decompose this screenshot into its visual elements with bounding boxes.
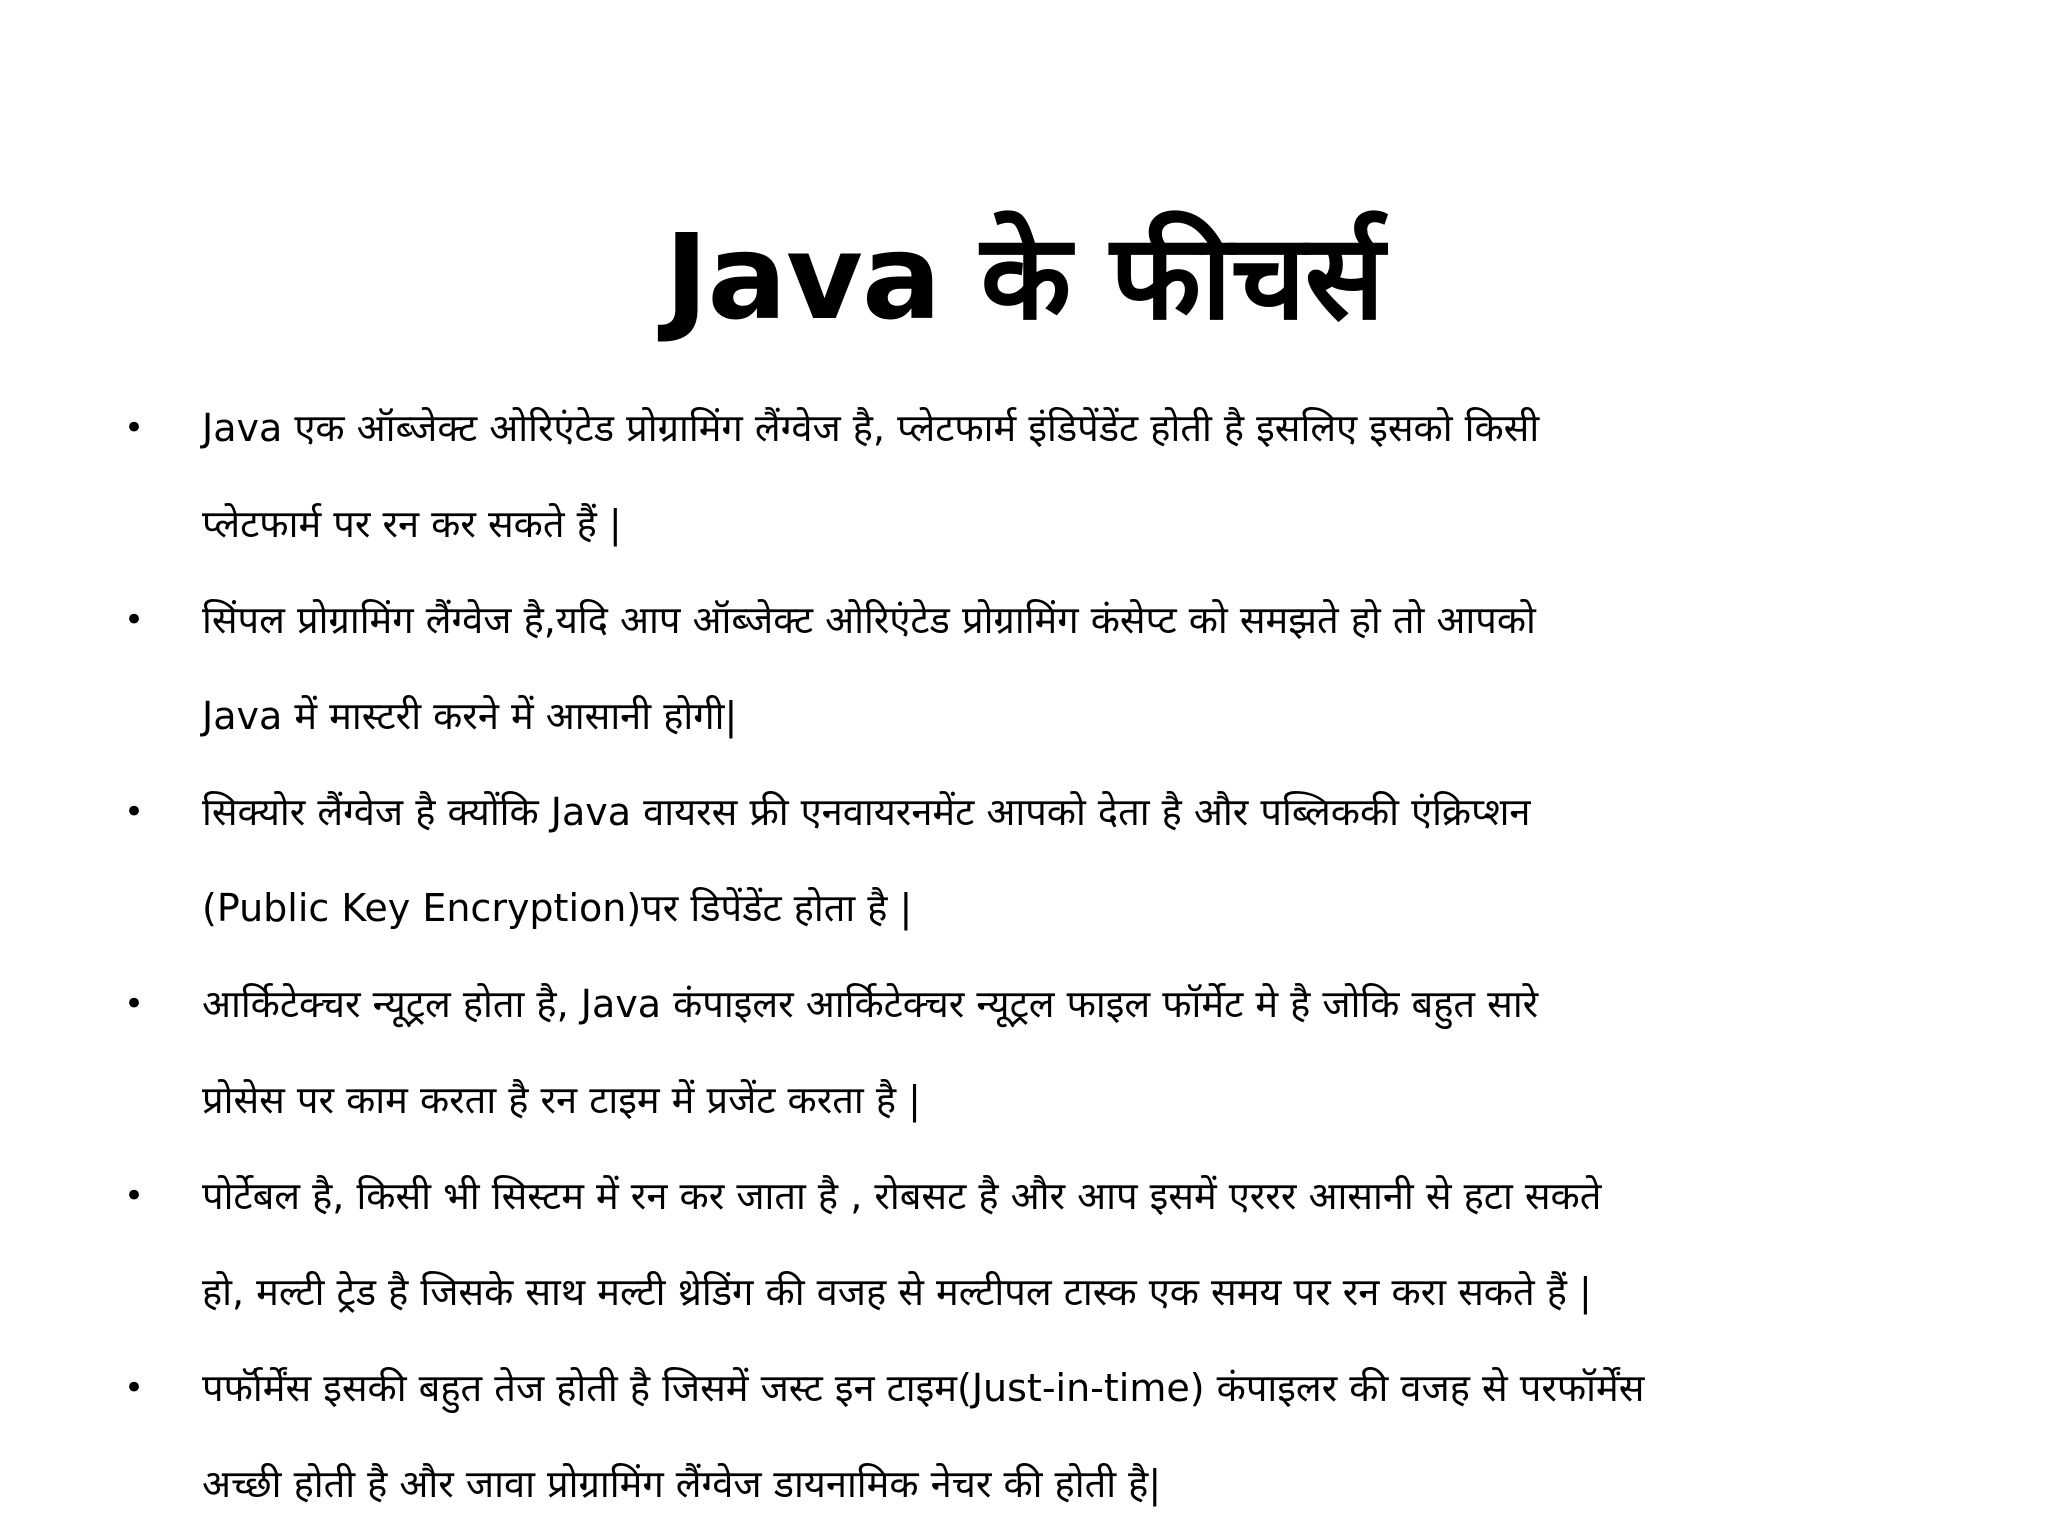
- feature-list: [118, 380, 1988, 1532]
- bullet-icon: •: [124, 1368, 145, 1408]
- list-item-text-line-1: पर्फॉर्मेंस इसकी बहुत तेज होती है जिसमें जस्ट इन टाइम(Just-in-time) कंपाइलर की वजह से परफॉर्मेंस: [202, 1366, 1645, 1410]
- bullet-icon: •: [124, 792, 145, 832]
- list-item: [118, 956, 1988, 1148]
- bullet-icon: •: [124, 600, 145, 640]
- bullet-icon: •: [124, 1176, 145, 1216]
- list-item: [118, 1148, 1988, 1340]
- list-item: [118, 572, 1988, 764]
- list-item-text-line-2: Java में मास्टरी करने में आसानी होगी|: [202, 694, 738, 738]
- list-item: [118, 1340, 1988, 1532]
- list-item-text-line-2: हो, मल्टी ट्रेड है जिसके साथ मल्टी थ्रेडिंग की वजह से मल्टीपल टास्क एक समय पर रन करा सकते हैं |: [202, 1270, 1592, 1314]
- bullet-icon: •: [124, 984, 145, 1024]
- list-item-text-line-1: Java एक ऑब्जेक्ट ओरिएंटेड प्रोग्रामिंग लैंग्वेज है, प्लेटफार्म इंडिपेंडेंट होती है इसलिए इसको किसी: [202, 406, 1540, 450]
- list-item-text-line-2: (Public Key Encryption)पर डिपेंडेंट होता है |: [202, 886, 913, 930]
- list-item: [118, 764, 1988, 956]
- bullet-icon: •: [124, 408, 145, 448]
- list-item-text-line-1: सिक्योर लैंग्वेज है क्योंकि Java वायरस फ्री एनवायरनमेंट आपको देता है और पब्लिककी एंक्रिप्शन: [202, 790, 1531, 834]
- list-item-text-line-2: प्रोसेस पर काम करता है रन टाइम में प्रजेंट करता है |: [202, 1078, 921, 1122]
- list-item-text-line-1: पोर्टेबल है, किसी भी सिस्टम में रन कर जाता है , रोबसट है और आप इसमें एररर आसानी से हटा सकते: [202, 1174, 1602, 1218]
- list-item: [118, 380, 1988, 572]
- list-item-text-line-2: प्लेटफार्म पर रन कर सकते हैं |: [202, 502, 622, 546]
- slide-title: Java के फीचर्स: [664, 208, 1384, 347]
- list-item-text-line-2: अच्छी होती है और जावा प्रोग्रामिंग लैंग्वेज डायनामिक नेचर की होती है|: [202, 1462, 1162, 1506]
- list-item-text-line-1: आर्किटेक्चर न्यूट्रल होता है, Java कंपाइलर आर्किटेक्चर न्यूट्रल फाइल फॉर्मेट मे है जोकि बहुत सारे: [202, 982, 1539, 1026]
- list-item-text-line-1: सिंपल प्रोग्रामिंग लैंग्वेज है,यदि आप ऑब्जेक्ट ओरिएंटेड प्रोग्रामिंग कंसेप्ट को समझते हो तो आपको: [202, 598, 1536, 642]
